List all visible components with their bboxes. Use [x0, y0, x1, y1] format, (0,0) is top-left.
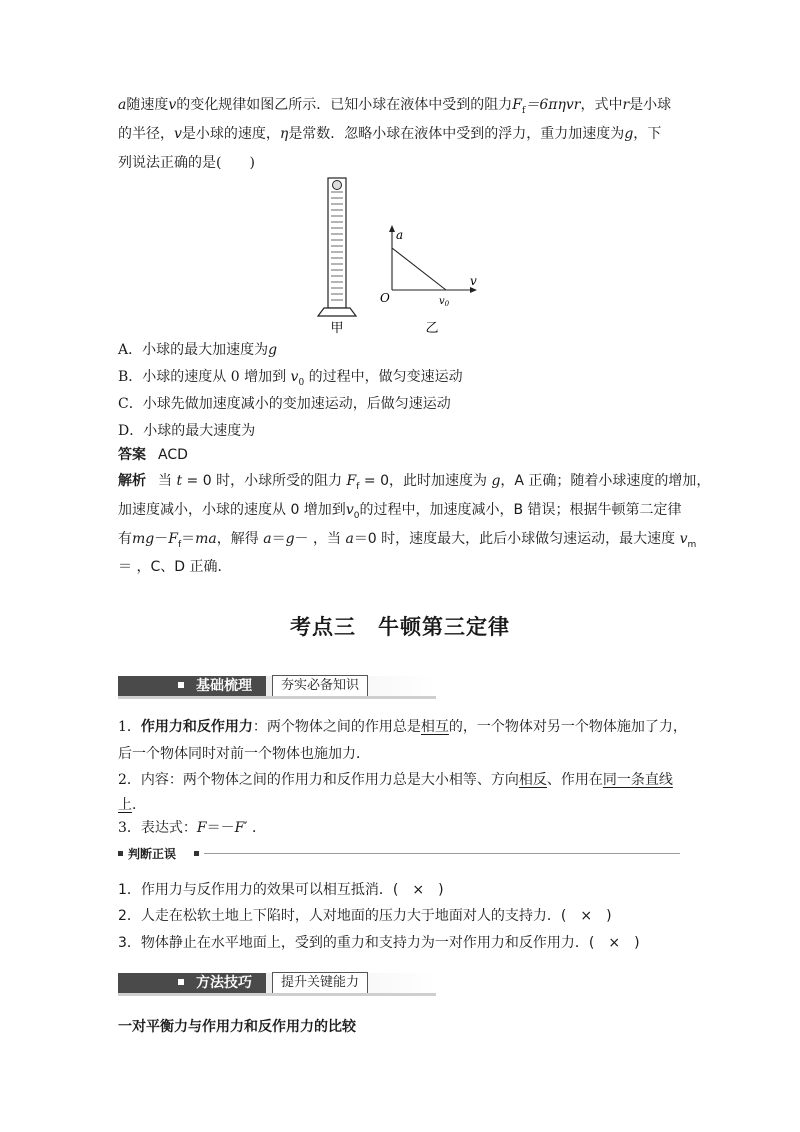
analysis-line-2: 加速度减小，小球的速度从 0 增加到$v_0$的过程中，加速度减小，B 错误；根据牛顿第二定律 [118, 502, 682, 521]
answer-line: 答案 ACD [118, 447, 188, 463]
final-heading: 一对平衡力与作用力和反作用力的比较 [118, 1019, 356, 1035]
option-b: B．小球的速度从 0 增加到 $v_0$ 的过程中，做匀变速运动 [118, 369, 463, 388]
square-bullet-icon [178, 682, 184, 688]
square-bullet-icon [178, 979, 184, 985]
cylinder-figure [318, 178, 356, 336]
analysis-line-4: ＝ ，C、D 正确． [118, 559, 232, 575]
analysis-line-3: 有$mg-F_f=ma$，解得 a＝g－ ，当 a＝0 时，速度最大，此后小球做匀速运动，最大速度 $v_m$ [118, 531, 697, 550]
figure-jia-label: 甲 [330, 321, 344, 336]
point-2-cont: 上． [118, 797, 146, 813]
figure [300, 172, 500, 337]
axis-a-label: a [396, 228, 404, 242]
figure-yi-label: 乙 [425, 321, 439, 336]
square-bullet-icon [118, 851, 123, 856]
question-line-1: a随速度v的变化规律如图乙所示．已知小球在液体中受到的阻力$F_f=6\pi\eta vr$，式中r是小球 [118, 97, 672, 116]
origin-label: O [380, 291, 390, 305]
banner-basics [118, 675, 436, 699]
analysis-line-1: 解析 当 t = 0 时，小球所受的阻力 $F_f = 0$，此时加速度为 g，A 正确；随着小球速度的增加， [118, 473, 711, 492]
question-line-2: 的半径，v是小球的速度，η是常数．忽略小球在液体中受到的浮力，重力加速度为g，下 [118, 126, 662, 142]
ball [333, 181, 342, 190]
square-bullet-icon [194, 851, 199, 856]
option-d: D．小球的最大速度为 [118, 423, 256, 439]
a-v-graph [380, 225, 477, 336]
point-1-cont: 后一个物体同时对前一个物体也施加力． [118, 746, 370, 762]
point-3: 3．表达式：F＝－F′ ． [118, 820, 266, 836]
question-line-3: 列说法正确的是( ) [118, 155, 255, 171]
banner-basics-tag: 夯实必备知识 [272, 675, 368, 697]
option-c: C．小球先做加速度减小的变加速运动，后做匀速运动 [118, 396, 451, 412]
point-2: 2．内容：两个物体之间的作用力和反作用力总是大小相等、方向相反、作用在同一条直线 [118, 772, 673, 788]
point-1: 1．作用力和反作用力：两个物体之间的作用总是相互的，一个物体对另一个物体施加了力， [118, 719, 687, 735]
section-title: 考点三 牛顿第三定律 [290, 615, 510, 639]
axis-v-label: v [470, 274, 477, 288]
v0-label: $v_0$ [439, 296, 450, 308]
banner-methods-label: 方法技巧 [118, 973, 266, 993]
judge-label: 判断正误 [128, 847, 177, 861]
judge-item-3: 3．物体静止在水平地面上，受到的重力和支持力为一对作用力和反作用力．( × ) [118, 935, 640, 951]
banner-methods [118, 972, 436, 996]
banner-basics-label: 基础梳理 [118, 676, 266, 696]
banner-methods-tag: 提升关键能力 [272, 972, 368, 994]
judge-item-2: 2．人走在松软土地上下陷时，人对地面的压力大于地面对人的支持力．( × ) [118, 908, 612, 924]
option-a: A．小球的最大加速度为g [118, 342, 278, 358]
judge-header [118, 846, 680, 862]
judge-item-1: 1．作用力与反作用力的效果可以相互抵消．( × ) [118, 882, 444, 898]
